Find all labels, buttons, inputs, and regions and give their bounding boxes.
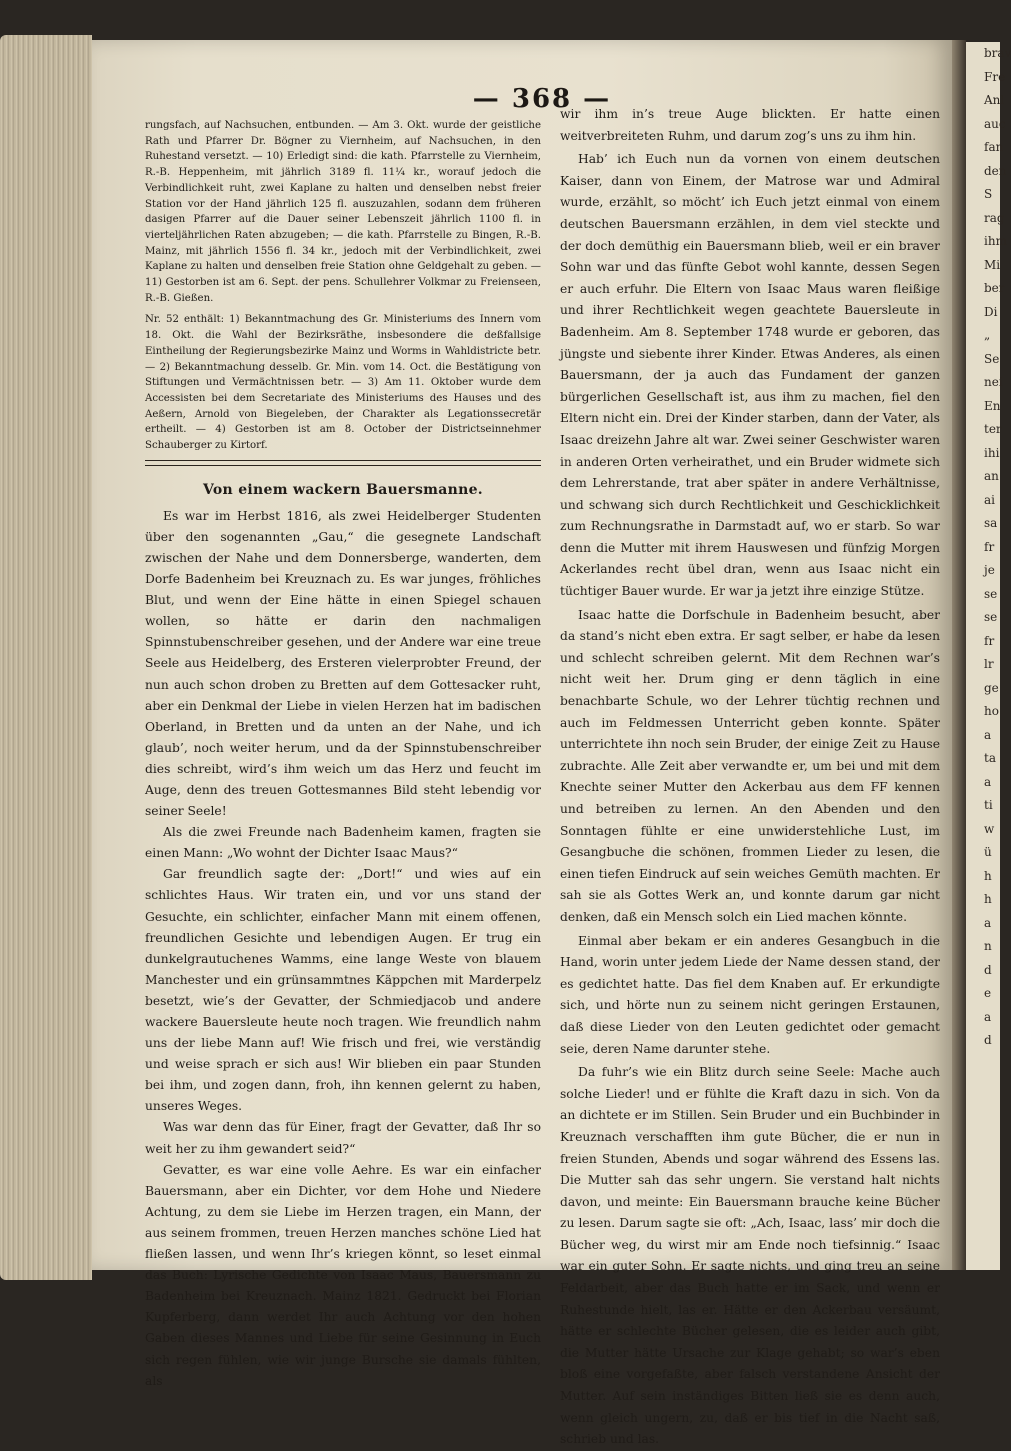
- book-page-edges: [0, 35, 92, 1280]
- next-page-fragment: ü: [984, 845, 992, 859]
- news-item: Nr. 52 enthält: 1) Bekanntmachung des Gr. Ministeriums des Innern vom 18. Okt. die Wahl der Bezirksräthe, insbesondere die deßfallsige Eintheilung der Regierungsbezirke Mainz und Worms in Wahldistricte betr. — 2) Bekanntmachung desselb. Gr. Min. vom 14. Oct. die Bestätigung von Stiftungen und Vermächtnissen betr. — 3) Am 11. Oktober wurde dem Accessisten bei dem Secretariate des Ministeriums des Hauses und des Aeßern, Arnold von Biegeleben, der Charakter als Legationssecretär ertheilt. — 4) Gestorben ist am 8. October der Districtseinnehmer Schauberger zu Kirtorf.: [145, 314, 541, 452]
- left-column: [145, 118, 541, 1392]
- next-page-fragment: lr: [984, 657, 994, 671]
- next-page-fragment: ge: [984, 680, 999, 695]
- news-section: [145, 118, 541, 454]
- paragraph: wir ihm in’s treue Auge blickten. Er hatte einen weitverbreiteten Ruhm, und darum zog’s uns zu ihm hin.: [560, 107, 940, 143]
- article-body-right: [560, 104, 940, 1451]
- next-page-fragment: h: [984, 868, 992, 883]
- next-page-fragment: Anl: [984, 93, 1005, 107]
- next-page-fragment: e: [984, 986, 992, 1000]
- next-page-fragment: ho: [984, 704, 999, 718]
- next-page-fragment: Fre: [984, 69, 1006, 84]
- next-page-fragment: sa: [984, 516, 998, 530]
- next-page-fragment: ta: [984, 751, 996, 765]
- paragraph: Was war denn das für Einer, fragt der Gevatter, daß Ihr so weit her zu ihm gewandert seid?“: [145, 1120, 541, 1156]
- next-page-fragment: fan: [984, 140, 1004, 154]
- next-page-fragment: Di: [984, 304, 998, 319]
- paragraph: Es war im Herbst 1816, als zwei Heidelberger Studenten über den sogenannten „Gau,“ die gesegnete Landschaft zwischen der Nahe und dem Donnersberge, wanderten, dem Dorfe Badenheim bei Kreuznach zu. Es war junges, fröhliches Blut, und wenn der Eine hätte in einen Spiegel schauen wollen, so hätte er darin den nachmaligen Spinnstubenschreiber gesehen, und der Andere war eine treue Seele aus Heidelberg, des Ersteren vielerprobter Freund, der nun auch schon droben zu Bretten auf dem Gottesacker ruht, aber ein Denkmal der Liebe in vielen Herzen hat im badischen Oberland, in Bretten und da unten an der Nahe, und ich glaub’, noch weiter herum, und da der Spinnstubenschreiber dies schreibt, wird’s ihm weich um das Herz und feucht im Auge, denn des treuen Gottesmannes Bild steht lebendig vor seiner Seele!: [145, 508, 541, 819]
- next-page-fragment: ihm: [984, 234, 1007, 248]
- article-title: Von einem wackern Bauersmanne.: [203, 481, 483, 498]
- next-page-fragment: h: [984, 892, 992, 906]
- next-page-fragment: fr: [984, 539, 995, 554]
- paragraph: Gevatter, es war eine volle Aehre. Es war ein einfacher Bauersmann, aber ein Dichter, vor dem Hohe und Niedere Achtung, zu dem sie Liebe im Herzen tragen, ein Mann, der aus seinem frommen, treuen Herzen manches schöne Lied hat fließen lassen, und wenn Ihr’s kriegen könnt, so leset einmal das Buch: Lyrische Gedichte von Isaac Maus, Bauersmann zu Badenheim bei Kreuznach. Mainz 1821. Gedruckt bei Florian Kupferberg, dann werdet Ihr auch Achtung vor den hohen Gaben dieses Mannes und Liebe für seine Gesinnung in Euch sich regen fühlen, wie wir junge Bursche sie damals fühlten, als: [145, 1162, 541, 1388]
- next-page-fragment: Se: [984, 351, 1000, 366]
- section-divider: [145, 460, 541, 461]
- next-page-fragment: Mi: [984, 257, 1001, 272]
- paragraph: Da fuhr’s wie ein Blitz durch seine Seele: Mache auch solche Lieder! und er fühlte die Kraft dazu in sich. Von da an dichtete er im Stillen. Sein Bruder und ein Buchbinder in Kreuznach verschafften ihm gute Bücher, die er nun in freien Stunden, Abends und sogar während des Essens las. Die Mutter sah das sehr ungern. Sie verstand halt nichts davon, und meinte: Ein Bauersmann brauche keine Bücher zu lesen. Darum sagte sie oft: „Ach, Isaac, lass’ mir doch die Bücher weg, du wirst mir am Ende noch tiefsinnig.“ Isaac war ein guter Sohn. Er sagte nichts, und ging treu an seine Feldarbeit, aber das Buch hatte er im Sack, und wenn er Ruhestunde hielt, las er. Hätte er den Ackerbau versäumt, hätte er schlechte Bücher gelesen, die es leider auch gibt, die Mutter hätte Ursache zur Klage gehabt; so war’s eben bloß eine vorgefaßte, aber falsch verstandene Ansicht der Mutter. Auf sein inständiges Bitten ließ sie es denn auch, wenn gleich ungern, zu, daß er bis tief in die Nacht saß, schrieb und las.: [560, 1065, 940, 1447]
- article-body-left: [145, 506, 541, 1392]
- book-gutter: [952, 40, 966, 1270]
- next-page-fragment: S: [984, 187, 993, 201]
- next-page-fragment: auc: [984, 116, 1006, 131]
- next-page-fragment: an: [984, 469, 999, 483]
- next-page-fragment: a: [984, 915, 992, 930]
- next-page-fragment: a: [984, 774, 992, 789]
- next-page-fragment: n: [984, 939, 992, 953]
- news-item: rungsfach, auf Nachsuchen, entbunden. — Am 3. Okt. wurde der geistliche Rath und Pfarrer Dr. Bögner zu Viernheim, auf Nachsuchen, in den Ruhestand versetzt. — 10) Erledigt sind: die kath. Pfarrstelle zu Viernheim, R.-B. Heppenheim, mit jährlich 3189 fl. 11¼ kr., worauf jedoch die Verbindlichkeit ruht, zwei Kaplane zu halten und denselben nebst freier Station vor der Hand jährlich 125 fl. auszuzahlen, sodann dem früheren dasigen Pfarrer auf die Dauer seiner Lebenszeit jährlich 1100 fl. in vierteljährlichen Raten abzugeben; — die kath. Pfarrstelle zu Bingen, R.-B. Mainz, mit jährlich 1556 fl. 34 kr., jedoch mit der Verbindlichkeit, zwei Kaplane zu halten und denselben freie Station ohne Geldgehalt zu geben. — 11) Gestorben ist am 6. Sept. der pens. Schullehrer Volkmar zu Freienseen, R.-B. Gießen.: [145, 120, 541, 304]
- next-page-fragment: fr: [984, 633, 995, 648]
- paragraph: Einmal aber bekam er ein anderes Gesangbuch in die Hand, worin unter jedem Liede der Name dessen stand, der es gedichtet hatte. Das fiel dem Knaben auf. Er erkundigte sich, und hörte nun zu seinem nicht geringen Erstaunen, daß diese Lieder von den Leuten gedichtet oder gemacht seie, deren Name darunter stehe.: [560, 933, 940, 1056]
- next-page-fragment: a: [984, 1009, 992, 1024]
- next-page-fragment: ber: [984, 281, 1005, 295]
- next-page-fragment: den: [984, 163, 1007, 178]
- paragraph: Hab’ ich Euch nun da vornen von einem deutschen Kaiser, dann von Einem, der Matrose war und Admiral wurde, erzählt, so möcht’ ich Euch jetzt einmal von einem deutschen Bauersmann erzählen, in dem viel steckte und der doch demüthig ein Bauersmann blieb, weil er ein braver Sohn war und das fünfte Gebot wohl kannte, dessen Segen er auch erfuhr. Die Eltern von Isaac Maus waren fleißige und ihrer Rechtlichkeit wegen geachtete Bauersleute in Badenheim. Am 8. September 1748 wurde er geboren, das jüngste und siebente ihrer Kinder. Etwas Anderes, als einen Bauersmann, der ja auch das Fundament der ganzen bürgerlichen Gesellschaft ist, aus ihm zu machen, fiel den Eltern nicht ein. Drei der Kinder starben, dann der Vater, als Isaac dreizehn Jahre alt war. Zwei seiner Geschwister waren in anderen Orten verheirathet, und ein Bruder widmete sich dem Lehrerstande, trat aber später in andere Verhältnisse, und schwang sich durch Rechtlichkeit und Geschicklichkeit zum Rechnungsrathe in Darmstadt auf, wo er starb. So war denn die Mutter mit ihrem Hauswesen und fünfzig Morgen Ackerlandes recht übel dran, wenn aus Isaac nicht ein tüchtiger Bauer wurde. Er war ja jetzt ihre einzige Stütze.: [560, 152, 940, 599]
- page-number: — 368 —: [472, 84, 612, 114]
- section-divider: [145, 465, 541, 466]
- next-page-fragment: ter: [984, 422, 1002, 436]
- next-page-fragment: d: [984, 962, 992, 977]
- next-page-fragment: se: [984, 586, 998, 601]
- next-page-fragment: brav: [984, 46, 1011, 60]
- right-column: [560, 104, 940, 1451]
- next-page-fragment: w: [984, 821, 995, 836]
- next-page-edge: [966, 42, 1011, 1270]
- next-page-fragment: „: [984, 328, 991, 342]
- next-page-fragment: ihi: [984, 445, 1000, 460]
- next-page-fragment: rag: [984, 210, 1005, 225]
- next-page-fragment: ti: [984, 798, 993, 812]
- next-page-fragment: ai: [984, 492, 995, 507]
- next-page-fragment: En: [984, 398, 1001, 413]
- paragraph: Als die zwei Freunde nach Badenheim kamen, fragten sie einen Mann: „Wo wohnt der Dichter Isaac Maus?“: [145, 825, 541, 861]
- next-page-fragment: se: [984, 610, 998, 624]
- paragraph: Isaac hatte die Dorfschule in Badenheim besucht, aber da stand’s nicht eben extra. Er sagt selber, er habe da lesen und schlecht schreiben gelernt. Mit dem Rechnen war’s nicht weit her. Drum ging er denn täglich in eine benachbarte Schule, wo der Lehrer tüchtig rechnen und auch im Feldmessen Unterricht geben konnte. Später unterrichtete ihn noch sein Bruder, der einige Zeit zu Hause zubrachte. Alle Zeit aber verwandte er, um bei und mit dem Knechte seiner Mutter den Ackerbau aus dem FF kennen und betreiben zu lernen. An den Abenden und den Sonntagen fühlte er eine unwiderstehliche Lust, im Gesangbuche die schönen, frommen Lieder zu lesen, die einen tiefen Eindruck auf sein weiches Gemüth machten. Er sah sie als Gottes Werk an, und konnte darum gar nicht denken, daß ein Mensch solch ein Lied machen könnte.: [560, 607, 940, 924]
- next-page-fragment: nei: [984, 375, 1003, 389]
- paragraph: Gar freundlich sagte der: „Dort!“ und wies auf ein schlichtes Haus. Wir traten ein, und vor uns stand der Gesuchte, ein schlichter, einfacher Mann mit einem offenen, freundlichen Gesichte und lebendigen Augen. Er trug ein dunkelgrautuchenes Wamms, eine lange Weste von blauem Manchester und ein grünsammtnes Käppchen mit Marderpelz besetzt, wie’s der Gevatter, der Schmiedjacob und andere wackere Bauersleute heute noch tragen. Wie freundlich nahm uns der liebe Mann auf! Wie frisch und frei, wie verständig und weise sprach er sich aus! Wir blieben ein paar Stunden bei ihm, und zogen dann, froh, ihn kennen gelernt zu haben, unseres Weges.: [145, 867, 541, 1114]
- next-page-fragment: je: [984, 563, 995, 577]
- next-page-fragment: a: [984, 727, 992, 742]
- next-page-fragment: d: [984, 1033, 992, 1047]
